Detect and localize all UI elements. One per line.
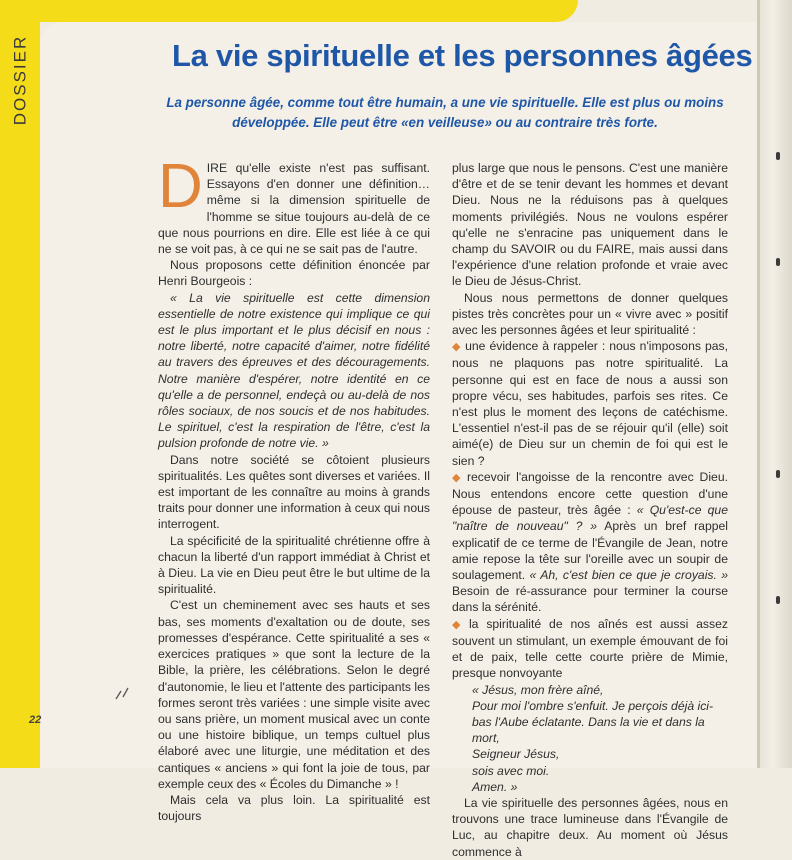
poem-line: Seigneur Jésus,	[472, 747, 560, 762]
paragraph: plus large que nous le pensons. C'est une manière d'être et de se tenir devant les hommes et devant Dieu. Nous ne la réduisons pas à quelques moments privilégiés. Nous ne voulons espérer qu'elle ne s'enracine pas uniquement dans le champ du SAVOIR ou du FAIRE, mais aussi dans l'expérience d'une relation profonde et vraie avec le Dieu de Jésus-Christ.	[452, 161, 728, 289]
drop-cap: D	[158, 152, 203, 221]
paragraph: C'est un cheminement avec ses hauts et ses bas, ses moments d'exaltation ou de doute, ses promesses d'espérance. Cette spiritualité a ses « exercices pratiques » que sont la lecture de la Bible, la prière, les célébrations. Selon le degré d'autonomie, le lieu et l'attente des participants les formes seront très variées : une simple visite avec ou sans prière, un moment musical avec un conte ou une histoire biblique, un temps cultuel plus élaboré avec une liturgie, une méditation et des cantiques « anciens » qui font la joie de tous, par exemple ceux des « Écoles du Dimanche » !	[158, 598, 430, 791]
binding-mark	[776, 258, 780, 266]
paragraph: La spécificité de la spiritualité chrétienne offre à chacun la liberté d'un rapport immédiat à Christ et à Dieu. La vie en Dieu peut être le but ultime de la spiritualité.	[158, 533, 430, 597]
poem-line: « Jésus, mon frère aîné,	[472, 682, 604, 697]
paragraph: DIRE qu'elle existe n'est pas suffisant. Essayons d'en donner une définition… même si la dimension spirituelle de l'homme se situe toujours au-delà de ce que nous pourrions en dire. Elle est liée à ce qui ne se voit pas, à ce qui ne se sait pas de l'autre.	[158, 152, 430, 257]
poem-line: Pour moi l'ombre s'enfuit. Je perçois déjà ici-bas l'Aube éclatante. Dans la vie et dans la mort,	[472, 698, 714, 746]
bullet-item: ◆ une évidence à rappeler : nous n'imposons pas, nous ne plaquons pas notre spiritualité. La personne qui est en face de nous a aussi son propre vécu, ses habitudes, parfois ses rites. Ce n'est plus le moment des leçons de catéchisme. L'essentiel n'est-il pas de se réjouir qu'il (elle) soit aimé(e) de Dieu sur un chemin de foi qui est le sien ?	[452, 339, 728, 468]
binding-mark	[776, 470, 780, 478]
binding-mark	[776, 152, 780, 160]
diamond-bullet-icon: ◆	[452, 618, 465, 631]
page-number: 22	[29, 714, 42, 726]
bullet-item: ◆ recevoir l'angoisse de la rencontre avec Dieu. Nous entendons encore cette question d'une épouse de pasteur, très âgée : « Qu'est-ce que "naître de nouveau" ? » Après un bref rappel explicatif de ce terme de l'Évangile de Jean, notre amie repose la tête sur l'oreille avec un soupir de soulagement. « Ah, c'est bien ce que je croyais. » Besoin de ré-assurance pour terminer la course dans la sérénité.	[452, 469, 729, 615]
diamond-bullet-icon: ◆	[452, 471, 463, 484]
poem-line: sois avec moi.	[472, 763, 550, 778]
article-title: La vie spirituelle et les personnes âgées	[172, 38, 753, 73]
poem-line: Amen. »	[472, 779, 518, 794]
quote-paragraph: « La vie spirituelle est cette dimension essentielle de notre existence qui implique ce qui est le plus important et le plus décisif en nous : notre liberté, notre capacité d'aimer, notre fidélité au travers des épreuves et des découragements. Notre manière d'espérer, notre identité en ce qu'elle a de personnel, endeçà ou au-delà de nos rôles sociaux, de nos soucis et de nos habitudes. Le spirituel, c'est la respiration de l'être, c'est la pulsion profonde de notre vie. »	[158, 290, 430, 451]
text-column-left	[158, 152, 430, 824]
text-column-right	[452, 160, 728, 860]
paragraph: Nous nous permettons de donner quelques pistes très concrètes pour un « vivre avec » positif avec les personnes âgées et leur spiritualité :	[452, 290, 728, 338]
bullet-item: ◆ la spiritualité de nos aînés est aussi assez souvent un stimulant, un exemple émouvant de foi et de paix, telle cette courte prière de Mimie, presque nonvoyante	[452, 616, 728, 681]
yellow-top-band	[0, 0, 578, 22]
section-label: DOSSIER	[10, 34, 29, 126]
paragraph: Dans notre société se côtoient plusieurs spiritualités. Les quêtes sont diverses et variées. Il est important de les connaître au moins à grands traits pour donner une information à ceux qui nous interrogent.	[158, 452, 430, 532]
paragraph: La vie spirituelle des personnes âgées, nous en trouvons une trace lumineuse dans l'Évangile de Luc, au chapitre deux. Au moment où Jésus commence à	[452, 795, 728, 859]
article-subtitle: La personne âgée, comme tout être humain, a une vie spirituelle. Elle est plus ou moins développée. Elle peut être «en veilleuse» ou au contraire très forte.	[166, 95, 724, 130]
paragraph: Mais cela va plus loin. La spiritualité est toujours	[158, 792, 430, 824]
binding-mark	[776, 596, 780, 604]
paragraph: Nous proposons cette définition énoncée par Henri Bourgeois :	[158, 258, 430, 289]
pen-mark-icon	[112, 685, 132, 701]
facing-page-edge	[760, 0, 792, 768]
diamond-bullet-icon: ◆	[452, 341, 462, 354]
